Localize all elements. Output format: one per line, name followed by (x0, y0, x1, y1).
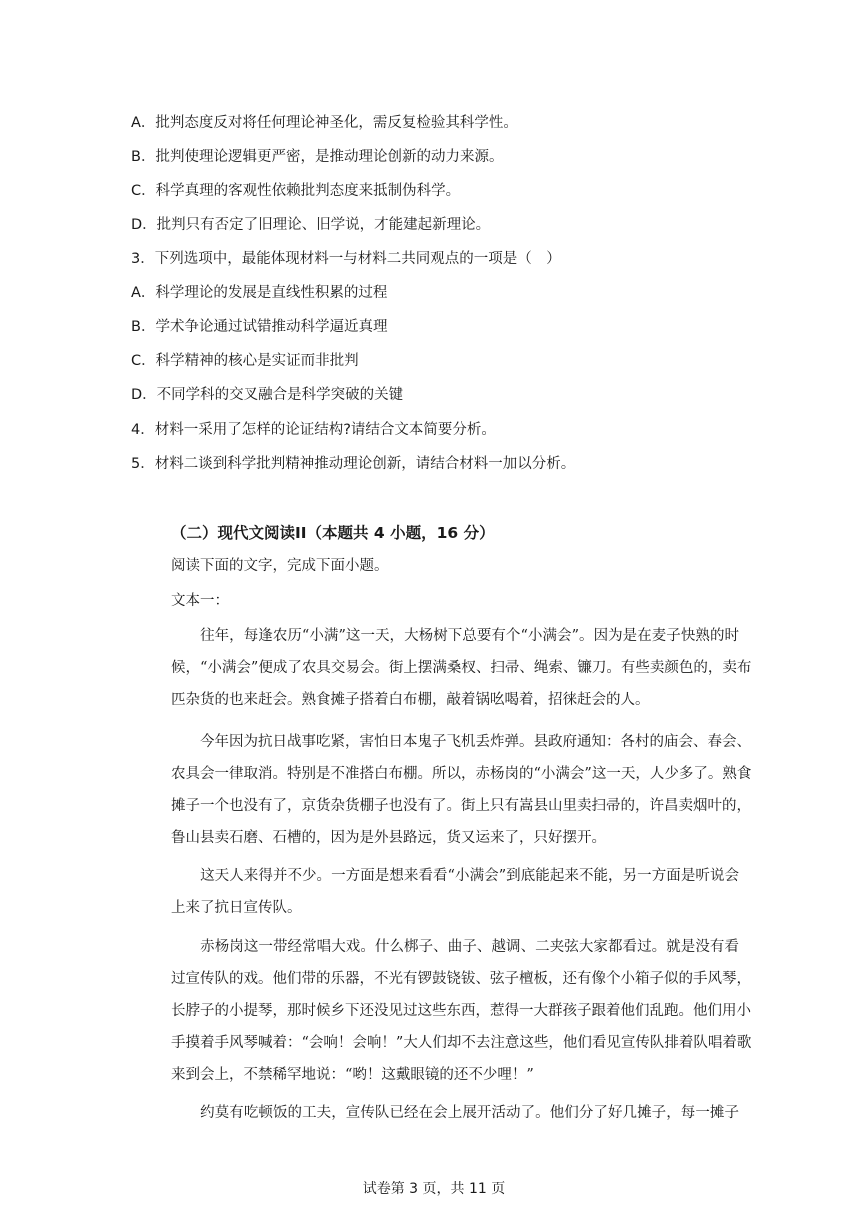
option-q3-c: C．科学精神的核心是实证而非批判 (131, 353, 359, 369)
passage-line: 农具会一律取消。特别是不准搭白布棚。所以，赤杨岗的“小满会”这一天，人少多了。熟食 (171, 766, 752, 782)
passage-line: 过宣传队的戏。他们带的乐器，不光有锣鼓铙钹、弦子檀板，还有像个小箱子似的手风琴， (171, 971, 751, 987)
option-q3-b: B．学术争论通过试错推动科学逼近真理 (131, 319, 388, 335)
passage-line: 候，“小满会”便成了农具交易会。街上摆满桑杈、扫帚、绳索、镰刀。有些卖颜色的，卖布 (171, 660, 752, 676)
option-q3-d: D．不同学科的交叉融合是科学突破的关键 (131, 387, 404, 403)
section-title: （二）现代文阅读II（本题共 4 小题，16 分） (171, 524, 495, 542)
option-q3-a: A．科学理论的发展是直线性积累的过程 (131, 285, 388, 301)
option-q2-d: D．批判只有否定了旧理论、旧学说，才能建起新理论。 (131, 217, 491, 233)
passage-line: 匹杂货的也来赶会。熟食摊子搭着白布棚，敲着锅吆喝着，招徕赶会的人。 (171, 692, 650, 708)
text-label: 文本一： (171, 593, 229, 609)
page-footer: 试卷第 3 页，共 11 页 (362, 1181, 506, 1197)
passage-line: 鲁山县卖石磨、石槽的，因为是外县路远，货又运来了，只好摆开。 (171, 830, 606, 846)
passage-line: 手摸着手风琴喊着：“会响！会响！”大人们却不去注意这些，他们看见宣传队排着队唱着歌 (171, 1035, 752, 1051)
option-q2-a: A．批判态度反对将任何理论神圣化，需反复检验其科学性。 (131, 115, 518, 131)
passage-line: 摊子一个也没有了，京货杂货棚子也没有了。街上只有嵩县山里卖扫帚的，许昌卖烟叶的， (171, 798, 751, 814)
option-q2-b: B．批判使理论逻辑更严密，是推动理论创新的动力来源。 (131, 149, 504, 165)
passage-line: 约莫有吃顿饭的工夫，宣传队已经在会上展开活动了。他们分了好几摊子，每一摊子 (171, 1105, 739, 1121)
passage-line: 上来了抗日宣传队。 (171, 900, 302, 916)
question-5: 5．材料二谈到科学批判精神推动理论创新，请结合材料一加以分析。 (131, 456, 576, 472)
passage-line: 来到会上，不禁稀罕地说：“哟！这戴眼镜的还不少哩！” (171, 1067, 534, 1083)
passage-line: 往年，每逢农历“小满”这一天，大杨树下总要有个“小满会”。因为是在麦子快熟的时 (171, 628, 739, 644)
passage-line: 赤杨岗这一带经常唱大戏。什么梆子、曲子、越调、二夹弦大家都看过。就是没有看 (171, 939, 739, 955)
question-3-stem: 3．下列选项中，最能体现材料一与材料二共同观点的一项是（ ） (131, 251, 561, 267)
question-4: 4．材料一采用了怎样的论证结构?请结合文本简要分析。 (131, 422, 496, 438)
passage-line: 今年因为抗日战事吃紧，害怕日本鬼子飞机丢炸弹。县政府通知：各村的庙会、春会、 (171, 734, 751, 750)
passage-line: 这天人来得并不少。一方面是想来看看“小满会”到底能起来不能，另一方面是听说会 (171, 868, 739, 884)
instruction: 阅读下面的文字，完成下面小题。 (171, 558, 389, 574)
option-q2-c: C．科学真理的客观性依赖批判态度来抵制伪科学。 (131, 183, 461, 199)
passage-line: 长脖子的小提琴，那时候乡下还没见过这些东西，惹得一大群孩子跟着他们乱跑。他们用小 (171, 1003, 751, 1019)
